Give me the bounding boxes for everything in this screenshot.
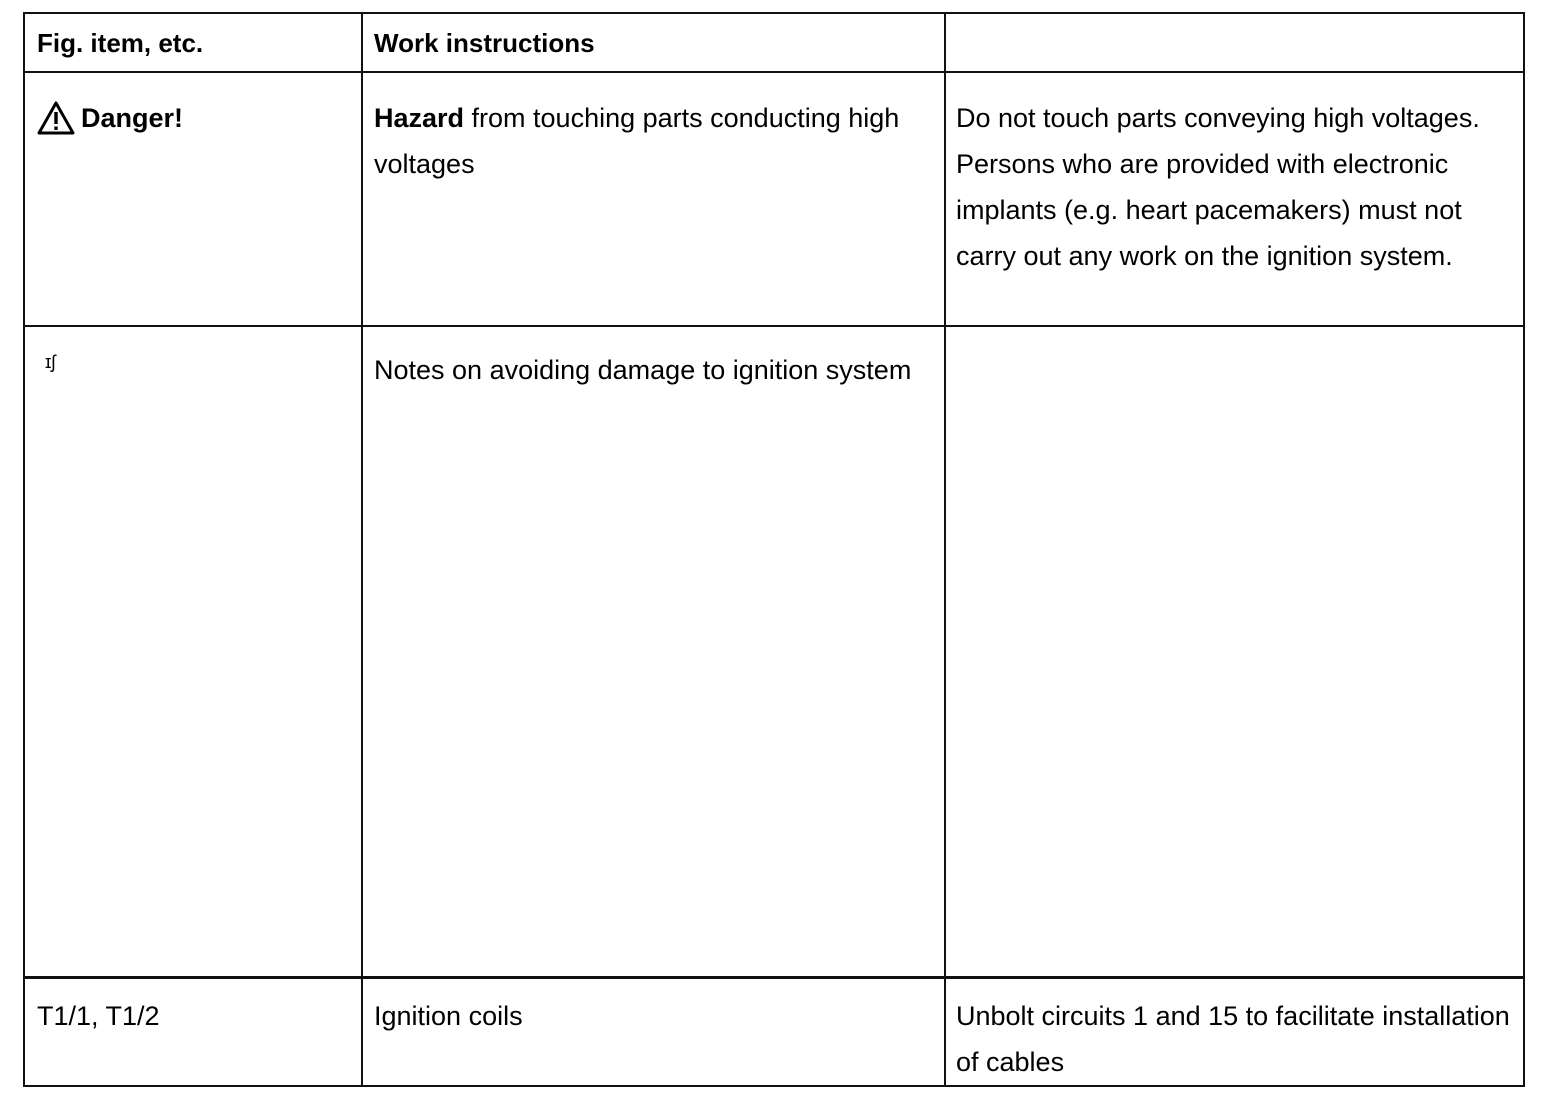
header-notes (944, 14, 1525, 71)
instruction-cell (361, 73, 944, 325)
table-row (25, 73, 1523, 327)
table-row (25, 979, 1523, 1085)
table-header-row (25, 14, 1523, 73)
info-mark: ɪʃ (45, 352, 56, 372)
note-cell: Unbolt circuits 1 and 15 to facilitate installation of cables (944, 979, 1525, 1085)
header-fig-item: Fig. item, etc. (37, 28, 204, 58)
note-cell: Do not touch parts conveying high voltages. Persons who are provided with electronic implants (e.g. heart pacemakers) must not carry out any work on the ignition system. (944, 73, 1525, 325)
fig-cell: T1/1, T1/2 (37, 1001, 160, 1031)
work-instructions-table (23, 12, 1525, 1087)
warning-triangle-icon (37, 101, 75, 135)
instruction-cell: Ignition coils (361, 979, 944, 1085)
note-cell (944, 327, 1525, 976)
danger-text: Danger! (81, 103, 184, 133)
table-row (25, 327, 1523, 979)
fig-cell (25, 73, 361, 325)
hazard-description: from touching parts conducting high voltages (374, 103, 900, 179)
instruction-cell: Notes on avoiding damage to ignition system (361, 327, 944, 976)
header-work-instructions: Work instructions (361, 14, 944, 71)
hazard-keyword: Hazard (374, 103, 465, 133)
fig-cell (25, 327, 361, 976)
danger-label (37, 95, 183, 141)
